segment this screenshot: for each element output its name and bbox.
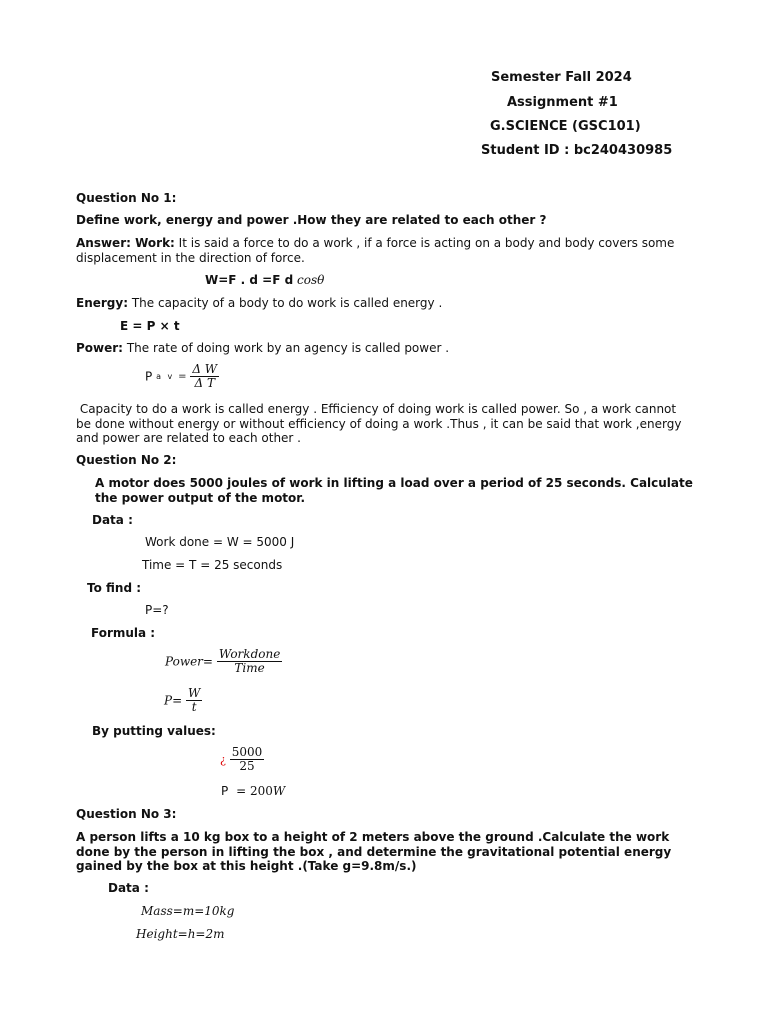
q1-conclusion [76, 402, 688, 446]
p-formula [164, 687, 202, 714]
power-definition [76, 341, 449, 355]
q1-answer-text: It is said a force to do a work , if a force is acting on a body and body covers some displacement in the direction of force. [76, 236, 675, 265]
q2-formula-label: Formula : [91, 626, 156, 640]
q3-height: Height=h=2m [136, 927, 225, 941]
q2-question: A motor does 5000 joules of work in lifting a load over a period of 25 seconds. Calculate the power output of the motor. [95, 476, 693, 505]
q3-mass: Mass=m=10kg [141, 904, 235, 918]
result-value: = 200 [236, 784, 273, 798]
q1-answer [76, 236, 686, 265]
average-power-formula [145, 363, 219, 390]
q3-data-label: Data : [108, 881, 149, 895]
substitution-numerator: 5000 [231, 745, 263, 759]
energy-definition [76, 296, 442, 310]
work-formula-main: W=F . d =F d [205, 273, 294, 287]
energy-text: The capacity of a body to do work is called energy . [131, 296, 443, 310]
power-lhs: Power= [165, 654, 213, 669]
student-id: Student ID : bc240430985 [481, 143, 673, 158]
q2-work-done: Work done = W = 5000 J [145, 535, 295, 549]
power-formula [165, 648, 282, 675]
power-numerator: Workdone [218, 647, 281, 661]
pav-equals: = [178, 371, 187, 382]
pav-p: P [145, 369, 153, 384]
p-fraction [186, 687, 202, 714]
q2-heading: Question No 2: [76, 453, 177, 467]
q3-heading: Question No 3: [76, 807, 177, 821]
power-text: The rate of doing work by an agency is called power . [126, 341, 450, 355]
p-numerator: W [187, 686, 201, 700]
q1-conclusion-text: Capacity to do a work is called energy . Efficiency of doing work is called power. So , a work cannot be done without energy or without efficiency of doing a work .Thus , it can be said that work ,energy and power are related to each other . [76, 402, 682, 445]
result-p: P [221, 784, 229, 798]
q1-heading: Question No 1: [76, 191, 177, 205]
p-lhs: P= [164, 693, 183, 708]
q2-putting-label: By putting values: [92, 724, 216, 738]
substitution-marker: ¿ [220, 753, 226, 766]
pav-numerator: Δ W [192, 362, 218, 376]
q1-question: Define work, energy and power .How they are related to each other ? [76, 213, 547, 227]
pav-fraction [190, 363, 219, 390]
pav-subscript: a v [156, 372, 175, 381]
substitution-denominator: 25 [239, 759, 255, 773]
assignment-title: Assignment #1 [507, 95, 618, 110]
p-denominator: t [191, 700, 197, 714]
q2-data-label: Data : [92, 513, 133, 527]
pav-denominator: Δ T [194, 376, 215, 390]
q3-question: A person lifts a 10 kg box to a height of 2 meters above the ground .Calculate the work done by the person in lifting the box , and determine the gravitational potential energy gained by the box at this height .(Take g=9.8m/s.) [76, 830, 672, 873]
result-unit: W [272, 784, 286, 798]
power-denominator: Time [234, 661, 265, 675]
semester-title: Semester Fall 2024 [491, 70, 632, 85]
work-formula-cos: cosθ [297, 273, 325, 287]
energy-formula: E = P × t [120, 319, 180, 333]
q2-result [221, 784, 285, 798]
power-label: Power: [76, 341, 123, 355]
q1-answer-label: Answer: Work: [76, 236, 175, 250]
course-title: G.SCIENCE (GSC101) [490, 119, 641, 134]
power-fraction [217, 648, 283, 675]
energy-label: Energy: [76, 296, 129, 310]
work-formula [205, 273, 324, 287]
q2-time: Time = T = 25 seconds [142, 558, 283, 572]
substitution [220, 746, 264, 773]
q2-to-find-label: To find : [87, 581, 142, 595]
q2-to-find: P=? [145, 603, 169, 617]
substitution-fraction [230, 746, 265, 773]
